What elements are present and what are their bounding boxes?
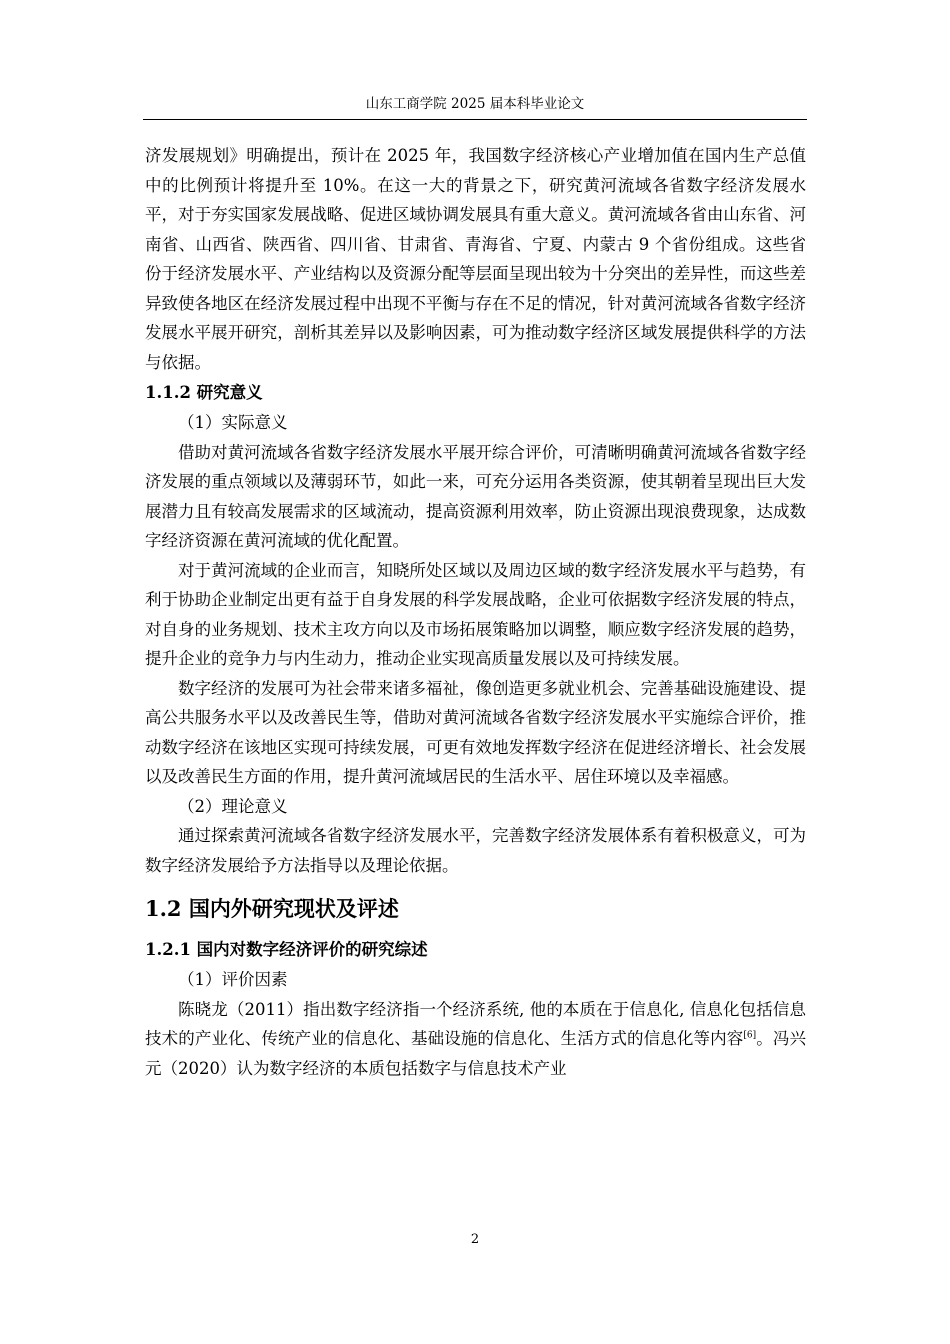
review-text-a: 陈晓龙（2011）指出数字经济指一个经济系统, 他的本质在于信息化, 信息化包括信息技术的产业化、传统产业的信息化、基础设施的信息化、生活方式的信息化等内容 bbox=[145, 999, 806, 1048]
running-header: 山东工商学院 2025 届本科毕业论文 bbox=[365, 96, 585, 112]
body-text bbox=[145, 141, 806, 1083]
heading-1-2: 1.2 国内外研究现状及评述 bbox=[145, 896, 399, 921]
subheading-factors: （1）评价因素 bbox=[178, 970, 288, 989]
subheading-practical: （1）实际意义 bbox=[178, 413, 288, 432]
paragraph-practical-2: 对于黄河流域的企业而言，知晓所处区域以及周边区域的数字经济发展水平与趋势，有利于协助企业制定出更有益于自身发展的科学发展战略，企业可依据数字经济发展的特点，对自身的业务规划、技术主攻方向以及市场拓展策略加以调整，顺应数字经济发展的趋势，提升企业的竞争力与内生动力，推动企业实现高质量发展以及可持续发展。 bbox=[145, 560, 806, 668]
paragraph-theory: 通过探索黄河流域各省数字经济发展水平，完善数字经济发展体系有着积极意义，可为数字经济发展给予方法指导以及理论依据。 bbox=[145, 826, 806, 875]
heading-1-1-2: 1.1.2 研究意义 bbox=[145, 383, 263, 402]
paragraph-review bbox=[145, 995, 806, 1084]
citation-6: [6] bbox=[743, 1030, 757, 1041]
review-text-b: 。冯兴元（2020）认为数字经济的本质包括数字与信息技术产业 bbox=[145, 1029, 807, 1078]
subheading-theory: （2）理论意义 bbox=[178, 796, 288, 816]
paragraph-intro: 济发展规划》明确提出，预计在 2025 年，我国数字经济核心产业增加值在国内生产总值中的比例预计将提升至 10%。在这一大的背景之下，研究黄河流域各省数字经济发展水平，对于夯实国家发展战略、促进区域协调发展具有重大意义。黄河流域各省由山东省、河南省、山西省、陕西省、四川省、甘肃省、青海省、宁夏、内蒙古 9 个省份组成。这些省份于经济发展水平、产业结构以及资源分配等层面呈现出较为十分突出的差异性，而这些差异致使各地区在经济发展过程中出现不平衡与存在不足的情况，针对黄河流域各省数字经济发展水平展开研究，剖析其差异以及影响因素，可为推动数字经济区域发展提供科学的方法与依据。 bbox=[145, 146, 806, 372]
paragraph-practical-3: 数字经济的发展可为社会带来诸多福祉，像创造更多就业机会、完善基础设施建设、提高公共服务水平以及改善民生等，借助对黄河流域各省数字经济发展水平实施综合评价，推动数字经济在该地区实现可持续发展，可更有效地发挥数字经济在促进经济增长、社会发展以及改善民生方面的作用，提升黄河流域居民的生活水平、居住环境以及幸福感。 bbox=[145, 678, 806, 786]
heading-1-2-1: 1.2.1 国内对数字经济评价的研究综述 bbox=[145, 940, 428, 959]
page-number: 2 bbox=[470, 1232, 480, 1247]
header-rule bbox=[143, 119, 807, 120]
paragraph-practical-1: 借助对黄河流域各省数字经济发展水平展开综合评价，可清晰明确黄河流域各省数字经济发展的重点领域以及薄弱环节，如此一来，可充分运用各类资源，使其朝着呈现出巨大发展潜力且有较高发展需求的区域流动，提高资源利用效率，防止资源出现浪费现象，达成数字经济资源在黄河流域的优化配置。 bbox=[145, 442, 806, 550]
